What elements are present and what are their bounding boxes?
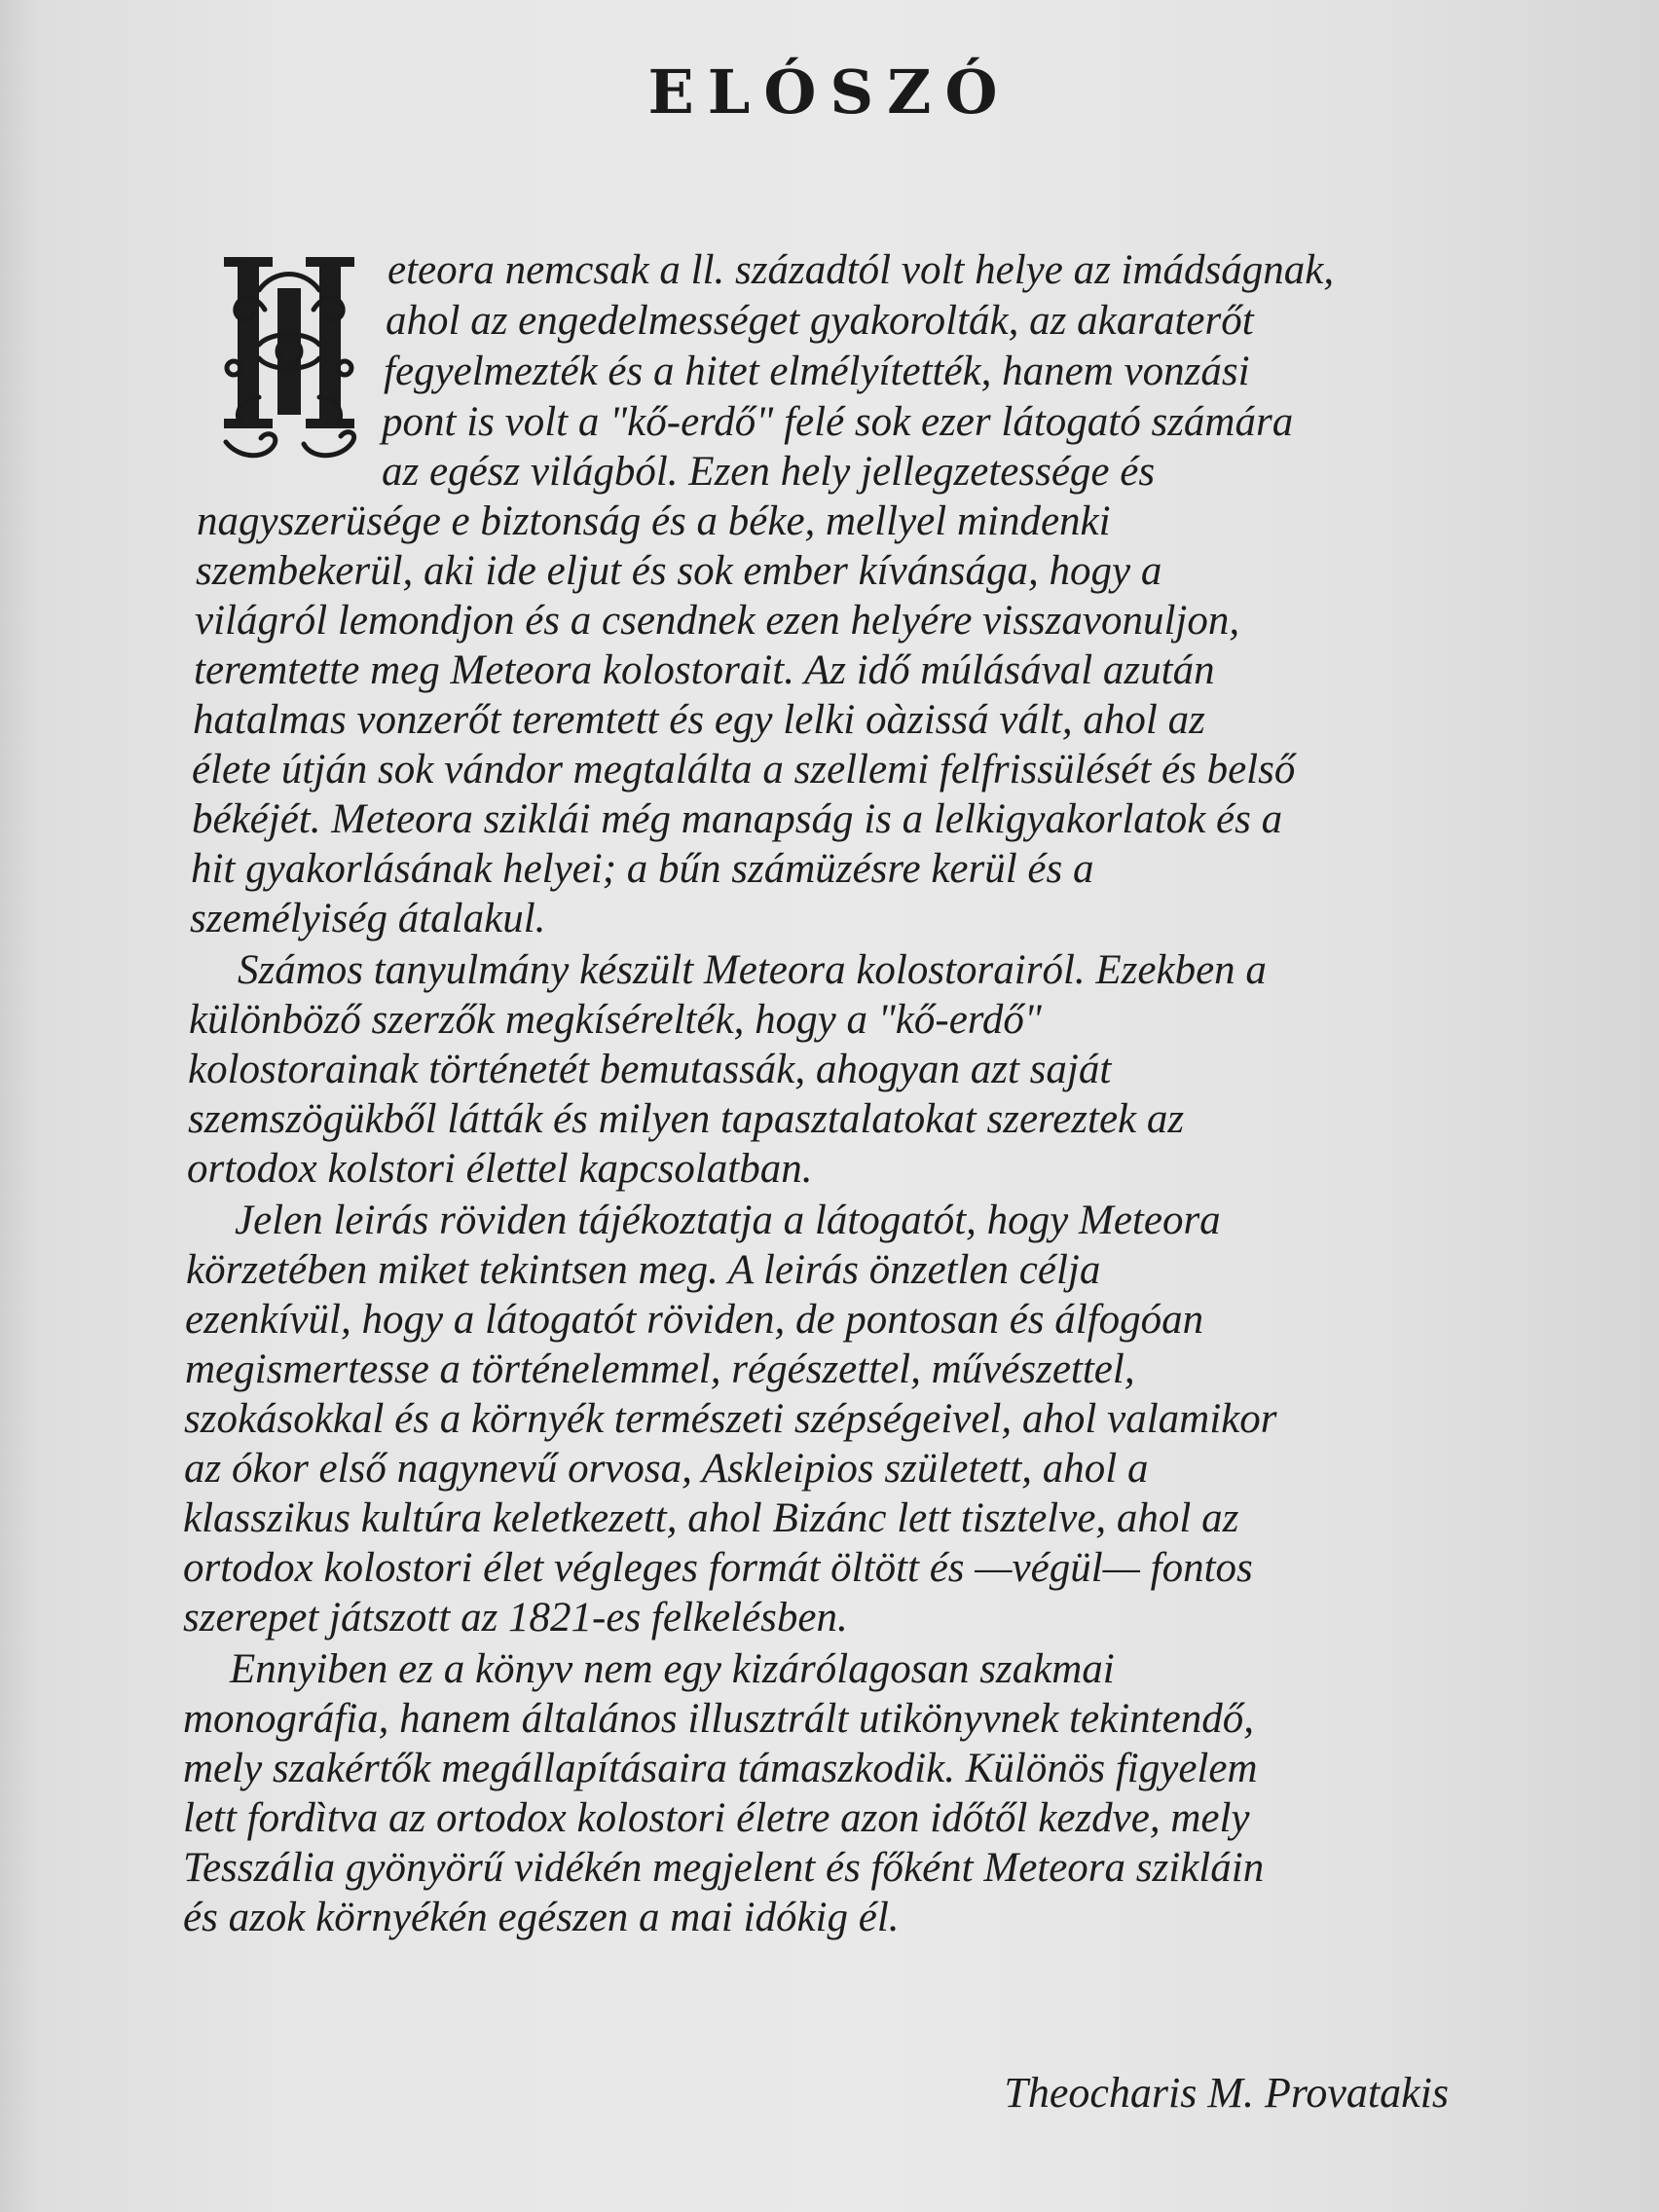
text-line: ezenkívül, hogy a látogatót röviden, de pontosan és álfogóan [185,1297,1204,1343]
text-line: személyiség átalakul. [190,896,546,941]
text-line: szokásokkal és a környék természeti szépségeivel, ahol valamikor [184,1396,1277,1442]
text-line: hatalmas vonzerőt teremtett és egy lelki oàzissá vált, ahol az [193,697,1205,743]
text-line: hit gyakorlásának helyei; a bűn számüzésre kerül és a [191,846,1094,892]
ornamental-drop-cap [216,251,362,463]
text-line: ortodox kolostori élet végleges formát öltött és —végül— fontos [183,1545,1253,1591]
text-line: nagyszerüsége e biztonság és a béke, mellyel mindenki [197,498,1111,544]
text-line: békéjét. Meteora sziklái még manapság is a lelkigyakorlatok és a [192,796,1283,842]
page-title: ELÓSZÓ [647,56,1012,128]
text-line: Jelen leirás röviden tájékoztatja a látogatót, hogy Meteora [235,1198,1221,1243]
text-line: Ennyiben ez a könyv nem egy kizárólagosan szakmai [230,1646,1115,1692]
text-line: világról lemondjon és a csendnek ezen helyére visszavonuljon, [195,598,1240,644]
text-line: szerepet játszott az 1821-es felkelésben. [183,1595,848,1641]
text-line: Számos tanyulmány készült Meteora kolostorairól. Ezekben a [238,947,1267,993]
text-line: ahol az engedelmességet gyakorolták, az akaraterőt [386,298,1254,344]
text-line: körzetében miket tekintsen meg. A leirás önzetlen célja [186,1247,1101,1293]
text-line: különböző szerzők megkísérelték, hogy a "kő-erdő" [189,997,1042,1043]
text-line: mely szakértők megállapításaira támaszkodik. Különös figyelem [183,1746,1258,1791]
text-line: eteora nemcsak a ll. századtól volt helye az imádságnak, [387,247,1335,293]
text-line: az ókor első nagynevű orvosa, Askleipios született, ahol a [184,1446,1149,1492]
text-line: monográfia, hanem általános illusztrált utikönyvnek tekintendő, [183,1696,1254,1742]
text-line: élete útján sok vándor megtalálta a szellemi felfrissülését és belső [192,747,1296,793]
text-line: Tesszália gyönyörű vidékén megjelent és főként Meteora szikláin [183,1845,1265,1891]
text-line: pont is volt a "kő-erdő" felé sok ezer látogató számára [382,399,1294,445]
text-line: teremtette meg Meteora kolostorait. Az idő múlásával azután [194,647,1215,693]
text-line: az egész világból. Ezen hely jellegzetessége és [382,449,1156,495]
text-line: megismertesse a történelemmel, régészettel, művészettel, [185,1346,1135,1392]
text-line: és azok környékén egészen a mai idókig él. [183,1895,900,1940]
text-line: kolostorainak történetét bemutassák, ahogyan azt saját [188,1047,1112,1092]
text-line: klasszikus kultúra keletkezett, ahol Bizánc lett tisztelve, ahol az [183,1495,1239,1541]
text-line: ortodox kolstori élettel kapcsolatban. [187,1146,813,1192]
text-line: szembekerül, aki ide eljut és sok ember kívánsága, hogy a [196,548,1162,594]
text-line: lett fordìtva az ortodox kolostori életre azon időtől kezdve, mely [183,1795,1250,1841]
author-signature: Theocharis M. Provatakis [1004,2069,1449,2117]
text-line: fegyelmezték és a hitet elmélyítették, hanem vonzási [384,349,1250,394]
text-line: szemszögükből látták és milyen tapasztalatokat szereztek az [188,1096,1185,1142]
